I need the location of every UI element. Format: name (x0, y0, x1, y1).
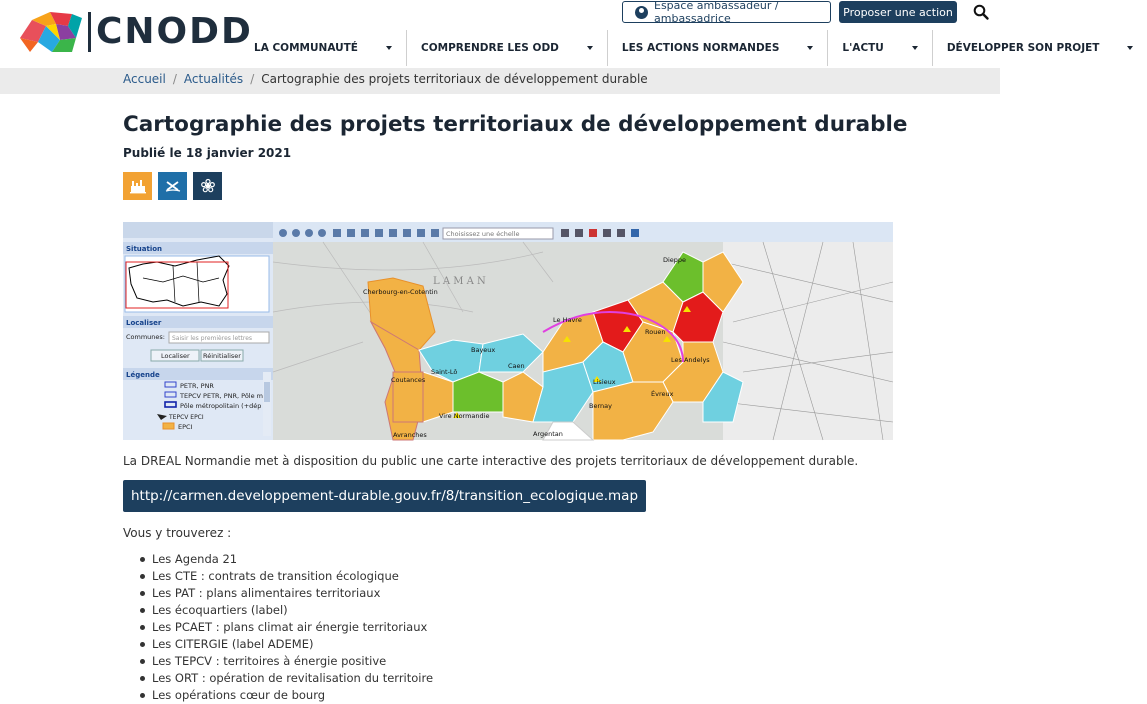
chevron-down-icon (587, 46, 593, 50)
map-place-5: Caen (508, 362, 525, 370)
map-place-7: Coutances (391, 376, 426, 384)
chevron-down-icon (912, 46, 918, 50)
chevron-down-icon (807, 46, 813, 50)
chevron-down-icon (386, 46, 392, 50)
brand-name[interactable]: CNODD (96, 11, 253, 52)
nav-item-actions-normandes[interactable] (608, 28, 828, 68)
main-nav (240, 28, 1147, 68)
map-sea-label: L A M A N (433, 276, 486, 287)
map-scale-placeholder: Choisissez une échelle (446, 230, 520, 238)
nav-item-label: LES ACTIONS NORMANDES (621, 42, 780, 54)
map-viewer-image (123, 222, 893, 440)
list-item: Les écoquartiers (label) (140, 602, 433, 619)
map-place-14: Argentan (533, 430, 563, 438)
logo-divider (88, 12, 91, 52)
map-legend-2: Pôle métropolitain (+dép (180, 402, 262, 410)
flower-icon (199, 178, 217, 194)
map-panel-localiser: Localiser (126, 319, 162, 327)
breadcrumb-current: Cartographie des projets territoriaux de développement durable (261, 72, 648, 86)
list-item: Les PAT : plans alimentaires territoriaux (140, 585, 433, 602)
nav-item-label: DÉVELOPPER SON PROJET (946, 42, 1100, 54)
nav-item-actu[interactable] (828, 28, 931, 68)
odd-tag-industry[interactable] (123, 172, 152, 200)
map-place-0: Cherbourg-en-Cotentin (363, 288, 438, 296)
ambassador-space-label: Espace ambassadeur / ambassadrice (654, 0, 779, 25)
propose-action-button[interactable]: Proposer une action (839, 1, 957, 23)
search-icon[interactable] (973, 4, 989, 20)
map-place-11: Évreux (651, 390, 674, 398)
found-label: Vous y trouverez : (123, 526, 232, 540)
list-item: Les ORT : opération de revitalisation du territoire (140, 670, 433, 687)
intro-paragraph: La DREAL Normandie met à disposition du public une carte interactive des projets territoriaux de développement durable. (123, 454, 859, 468)
odd-tags (123, 172, 222, 200)
breadcrumb-separator: / (172, 72, 177, 86)
map-place-8: Lisieux (593, 378, 616, 386)
map-screenshot[interactable] (123, 222, 893, 440)
map-place-1: Dieppe (663, 256, 687, 264)
list-item: Les PCAET : plans climat air énergie territoriaux (140, 619, 433, 636)
publish-date: Publié le 18 janvier 2021 (123, 146, 292, 160)
map-legend-3: TEPCV EPCI (169, 414, 204, 421)
breadcrumb-section-link[interactable]: Actualités (183, 72, 244, 86)
breadcrumb (123, 70, 648, 88)
nav-item-comprendre-odd[interactable] (407, 28, 607, 68)
list-item: Les CTE : contrats de transition écologique (140, 568, 433, 585)
map-legend-4: EPCI (178, 423, 193, 431)
list-item: Les Agenda 21 (140, 551, 433, 568)
map-panel-situation: Situation (126, 245, 163, 253)
map-localiser-button: Localiser (161, 352, 190, 360)
map-place-13: Avranches (393, 431, 427, 439)
breadcrumb-separator: / (250, 72, 255, 86)
map-place-6: Saint-Lô (431, 368, 458, 376)
map-communes-label: Communes: (126, 333, 165, 341)
chevron-down-icon (1127, 46, 1133, 50)
list-item: Les opérations cœur de bourg (140, 687, 433, 704)
project-types-list (140, 551, 433, 704)
map-legend-1: TEPCV PETR, PNR, Pôle m (180, 392, 263, 400)
list-item: Les CITERGIE (label ADEME) (140, 636, 433, 653)
map-panel-legend: Légende (126, 371, 160, 379)
odd-tag-water[interactable] (158, 172, 187, 200)
map-place-4: Bayeux (471, 346, 496, 354)
list-item: Les TEPCV : territoires à énergie positive (140, 653, 433, 670)
ambassador-space-button[interactable] (622, 1, 831, 23)
nav-item-label: COMPRENDRE LES ODD (420, 42, 559, 54)
page-title: Cartographie des projets territoriaux de développement durable (123, 112, 908, 137)
map-legend-0: PETR, PNR (180, 382, 214, 390)
map-reset-button: Réinitialiser (203, 352, 241, 360)
map-place-3: Rouen (645, 328, 666, 336)
cnodd-logo-icon[interactable] (16, 8, 86, 58)
map-communes-placeholder: Saisir les premières lettres (172, 335, 253, 342)
site-header (0, 0, 1100, 72)
nav-item-label: LA COMMUNAUTÉ (254, 42, 358, 54)
breadcrumb-home-link[interactable]: Accueil (123, 72, 166, 86)
nav-item-communaute[interactable] (240, 28, 406, 68)
map-place-12: Bernay (589, 402, 612, 410)
odd-tag-life-on-land[interactable] (193, 172, 222, 200)
factory-icon (129, 178, 147, 194)
nav-item-label: L'ACTU (842, 42, 884, 54)
user-icon (635, 6, 648, 19)
map-place-9: Les Andelys (671, 356, 710, 364)
map-place-10: Vire Normandie (439, 412, 490, 420)
carmen-map-link-button[interactable]: http://carmen.developpement-durable.gouv.fr/8/transition_ecologique.map (123, 480, 646, 512)
fish-icon (164, 178, 182, 194)
map-place-2: Le Havre (553, 316, 582, 324)
nav-item-developper-projet[interactable] (933, 28, 1147, 68)
